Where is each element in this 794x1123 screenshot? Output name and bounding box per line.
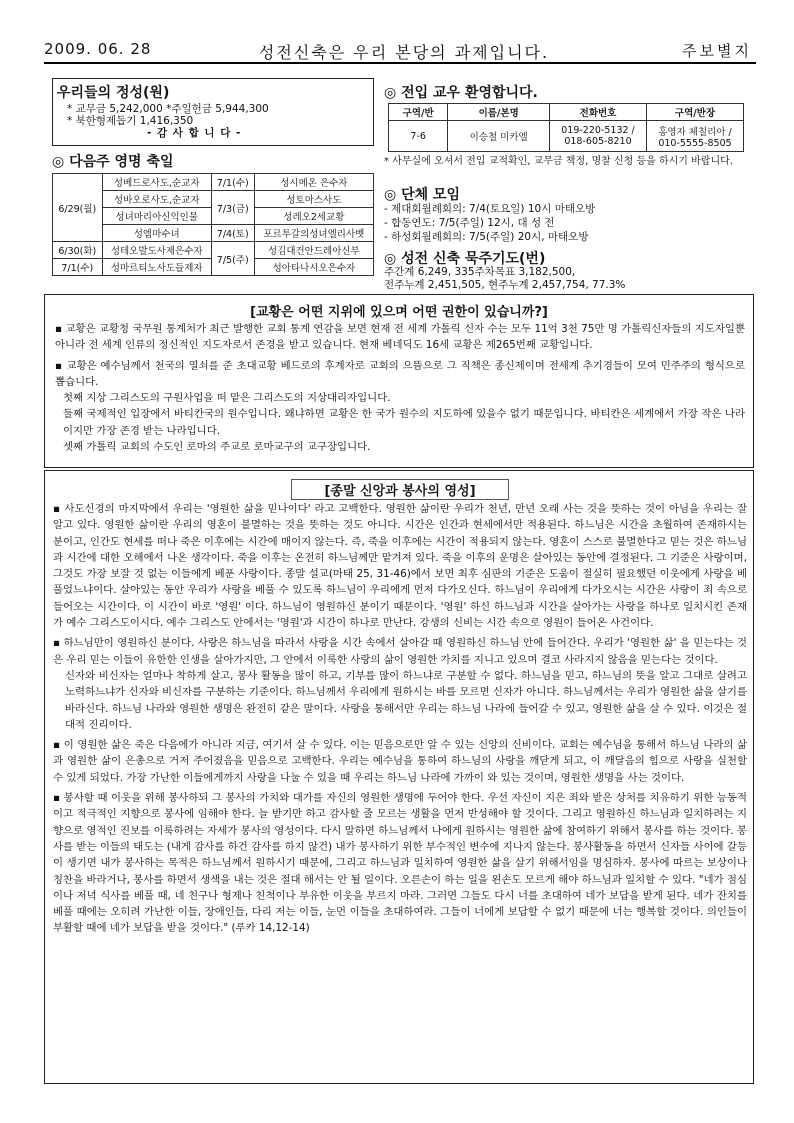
paragraph: ▪ 봉사할 때 이웃을 위해 봉사하되 그 봉사의 가치와 대가를 자신의 영원한 생명에 두어야 한다. 우선 자신이 지은 죄와 받은 상처를 치유하기 위한 능동적이고 적극적인 지향으로 봉사에 임해야 한다. 늘 받기만 하고 감사할 줄 모르는 생활을 먼저 반성해야 할 것이다. 그리고 영원하신 하느님과 일치하려는 지향으로 영적인 진보를 이룩하려는 자세가 봉사의 영성이다. 다시 말하면 하느님께서 나에게 원하시는 영원한 삶에 참여하기 위해서 봉사를 하는 것이다. 봉사를 받는 이들의 태도는 (내게 감사를 하건 감사를 하지 않건) 내가 봉사하기 위한 부수적인 변수에 지나지 않는다. 봉사활동을 하면서 신자들 사이에 갈등이 생기면 내가 봉사하는 목적은 하느님께서 원하시기 때문에, 그리고 하느님과 일치하여 영원한 삶을 살기 위해서임을 명심하자. 봉사에 따르는 보상이나 칭찬을 바라거나, 봉사를 하면서 생색을 내는 것은 절대 해서는 안 될 일이다. 오른손이 하는 일을 왼손도 모르게 해야 하느님과 일치할 수 있다. "네가 점심이나 저녁 식사를 베풀 때, 네 친구나 형제나 친척이나 부유한 이웃을 부르지 마라. 그러면 그들도 다시 너를 초대하여 네가 보답을 받게 된다. 네가 잔치를 베풀 때에는 오히려 가난한 이들, 장애인들, 다리 저는 이들, 눈먼 이들을 초대하여라. 그들이 너에게 보답할 수 없기 때문에 너는 행복할 것이다. 의인들이 부활할 때에 네가 보답을 받을 것이다." (루카 14,12-14) <box>53 792 747 935</box>
table-cell: 7/4(토) <box>211 225 254 242</box>
table-cell: 성토마스사도 <box>254 191 373 208</box>
article-title: [교황은 어떤 지위에 있으며 어떤 권한이 있습니까?] <box>211 301 587 320</box>
table-cell: 성아타나시오은수자 <box>254 259 373 276</box>
paragraph: 셋째 가톨릭 교회의 수도인 로마의 주교로 로마교구의 교구장입니다. <box>63 441 371 454</box>
table-row <box>53 242 374 259</box>
table-cell: 019-220-5132 / 018-605-8210 <box>550 121 647 152</box>
page-header <box>44 40 756 64</box>
table-cell: 7/3(금) <box>211 191 254 225</box>
devotion-box <box>52 78 374 146</box>
paragraph: 첫째 지상 그리스도의 구원사업을 떠 맡은 그리스도의 지상대리자입니다. <box>63 392 391 405</box>
table-cell: 성엠마수녀 <box>102 225 211 242</box>
table-cell: 7/1(수) <box>211 174 254 191</box>
transfer-title: ◎ 전입 교우 환영합니다. <box>384 85 538 101</box>
paragraph: ▪ 이 영원한 삶은 죽은 다음에가 아니라 지금, 여기서 살 수 있다. 이는 믿음으로만 알 수 있는 신앙의 신비이다. 교회는 예수님을 통해서 하느님 나라의 삶과 영원한 삶이 은총으로 거저 주어졌음을 믿음으로 고백한다. 우리는 예수님을 통하여 하느님의 사랑을 깨닫게 되고, 이 깨달음의 힘으로 사랑을 실천할 수 있게 되었다. 가장 가난한 이들에게까지 사랑을 나눌 수 있을 때 우리는 하느님 나라에 가까이 와 있는 것이며, 영원한 생명을 사는 것이다. <box>53 739 747 784</box>
publication-label: 주보별지 <box>682 42 752 60</box>
article-papacy <box>44 294 754 468</box>
paragraph: ▪ 교황은 예수님께서 천국의 열쇠를 준 초대교황 베드로의 후계자로 교회의 으뜸으로 그 직책은 종신제이며 전세계 추기경들이 모여 민주주의 형식으로 뽑습니다. <box>55 359 745 388</box>
prayer-line: 주간계 6,249, 335주차목표 3,182,500, <box>384 266 576 278</box>
table-cell: 성김대건안드레아신부 <box>254 242 373 259</box>
column-header: 전화번호 <box>550 104 647 121</box>
group-item: - 제대회월례회의: 7/4(토요일) 10시 마태오방 <box>384 203 596 215</box>
table-cell: 이승철 미카엘 <box>448 121 550 152</box>
devotion-line: * 북한형제돕기 1,416,350 <box>67 115 194 127</box>
table-cell: 성바오로사도,순교자 <box>102 191 211 208</box>
table-cell: 성시메온 은수자 <box>254 174 373 191</box>
column-header: 구역/반장 <box>647 104 744 121</box>
table-cell: 포르투갈의성녀엘리사벳 <box>254 225 373 242</box>
issue-date: 2009. 06. 28 <box>44 40 152 58</box>
transfer-table <box>388 103 744 152</box>
article-title: [종말 신앙과 봉사의 영성] <box>291 479 509 500</box>
table-cell: 성레오2세교황 <box>254 208 373 225</box>
paragraph: ▪ 교황은 교황청 국무원 통계처가 최근 발행한 교회 통계 연감을 보면 현재 전 세계 가톨릭 신자 수는 모두 11억 3천 75만 명 가톨릭신자들의 지도자일뿐 아니라 전 세계 인류의 정신적인 지도자로서 존경을 받고 있습니다. 현재 베네딕도 16세 교황은 제265번째 교황입니다. <box>55 323 745 352</box>
table-row <box>389 121 744 152</box>
table-cell: 성베드로사도,순교자 <box>102 174 211 191</box>
table-cell: 7/5(주) <box>211 242 254 276</box>
devotion-title: 우리들의 정성(원) <box>57 85 170 101</box>
feast-title: ◎ 다음주 영명 축일 <box>52 154 174 170</box>
thanks-line: - 감 사 합 니 다 - <box>147 127 242 139</box>
table-cell: 7/1(수) <box>53 259 103 276</box>
group-item: - 합동연도: 7/5(주일) 12시, 대 성 전 <box>384 217 555 229</box>
feast-table <box>52 173 374 276</box>
column-header: 구역/반 <box>389 104 448 121</box>
table-cell: 6/29(월) <box>53 174 103 242</box>
table-cell: 6/30(화) <box>53 242 103 259</box>
table-row <box>53 174 374 191</box>
groups-title: ◎ 단체 모임 <box>384 187 461 203</box>
paragraph: 신자와 비신자는 얼마나 착하게 살고, 봉사 활동을 많이 하고, 기부를 많이 하느냐로 구분할 수 없다. 하느님을 믿고, 하느님의 뜻을 알고 그대로 살려고 노력하느냐가 신자와 비신자를 구분하는 기준이다. 하느님께서 우리에게 원하시는 바를 모르면 신자가 아니다. 하느님께서는 우리가 영원한 삶을 살기를 바라신다. 하느님 나라와 영원한 생명은 완전히 같은 말이다. 사랑을 통해서만 우리는 하느님 나라에 들어갈 수 있고, 영원한 삶을 살 수 있다. 이것은 절대적 진리이다. <box>65 669 747 731</box>
page-title: 성전신축은 우리 본당의 과제입니다. <box>258 43 550 62</box>
table-cell: 홍영자 체칠리아 / 010-5555-8505 <box>647 121 744 152</box>
paragraph: ▪ 사도신경의 마지막에서 우리는 '영원한 삶을 믿나이다' 라고 고백한다. 영원한 삶이란 우리가 천년, 만년 오래 사는 것을 뜻하는 것이 아님을 우리는 잘 알고 있다. 영원한 삶이란 우리의 영혼이 불멸하는 것을 뜻하는 것도 아니다. 시간은 인간과 현세에서만 적용된다. 하느님은 시간을 초월하여 존재하시는 분이고, 인간도 현세를 떠나 죽은 이후에는 시간에 매이지 않는다. 즉, 죽을 이후에는 시간이 적용되지 않는다. 영혼이 스스로 불멸한다고 믿는 것은 하느님과 시간에 대한 오해에서 나온 생각이다. 죽을 이후는 온전히 하느님께만 맡겨져 있다. 죽을 이후의 운명은 살아있는 동안에 결정된다. 그 기준은 사랑이며, 그것도 가장 보잘 것 없는 이들에게 베푼 사랑이다. 종말 설교(마태 25, 31-46)에서 보면 최후 심판의 기준은 도움이 절실히 필요했던 이웃에게 사랑을 베풀었느냐이다. 살아있는 동안 우리가 사랑을 베풀 수 있도록 하느님이 우리에게 먼저 다가오신다. 하느님이 우리에게 다가오시는 시간은 사랑이 죄 속으로 들어오는 시간이다. 이 시간이 바로 '영원' 이다. 하느님이 영원하신 분이기 때문이다. '영원' 하신 하느님과 시간을 살아가는 사랑을 하나로 일치시킨 존재가 예수 그리스도이시다. 예수 그리스도 안에서는 '영원'과 시간이 하나로 만난다. 강생의 신비는 시간 속으로 영원이 들어온 사건이다. <box>53 503 747 630</box>
table-header-row <box>389 104 744 121</box>
paragraph: 둘째 국제적인 입장에서 바티칸국의 원수입니다. 왜냐하면 교황은 한 국가 원수의 지도하에 있을수 없기 때문입니다. 바티칸은 세계에서 가장 작은 나라이지만 가장 존경 받는 나라입니다. <box>63 408 745 437</box>
table-cell: 성마르티노사도들제자 <box>102 259 211 276</box>
prayer-line: 전주누계 2,451,505, 현주누계 2,457,754, 77.3% <box>384 279 626 291</box>
table-cell: 성테오발도사제은수자 <box>102 242 211 259</box>
article-eschatology <box>44 470 754 1084</box>
transfer-note: * 사무실에 오셔서 전입 교적확인, 교무금 책정, 명찰 신청 등을 하시기 바랍니다. <box>384 156 733 167</box>
table-cell: 성녀마리아신익인물 <box>102 208 211 225</box>
prayer-title: ◎ 성전 신축 묵주기도(번) <box>384 251 546 267</box>
devotion-line: * 교무금 5,242,000 *주일헌금 5,944,300 <box>67 103 269 115</box>
column-header: 이름/본명 <box>448 104 550 121</box>
paragraph: ▪ 하느님만이 영원하신 분이다. 사랑은 하느님을 따라서 사랑을 시간 속에서 살아갈 때 영원하신 하느님 안에 들어간다. 우리가 '영원한 삶' 을 믿는다는 것은 우리 믿는 이들이 유한한 인생을 살아가지만, 그 안에서 이룩한 사랑의 삶이 영원한 가치를 지니고 있으며 결코 사라지지 않음을 믿는다는 것이다. <box>53 637 747 666</box>
table-cell: 7-6 <box>389 121 448 152</box>
group-item: - 하성회월례회의: 7/5(주일) 20시, 마태오방 <box>384 231 589 243</box>
